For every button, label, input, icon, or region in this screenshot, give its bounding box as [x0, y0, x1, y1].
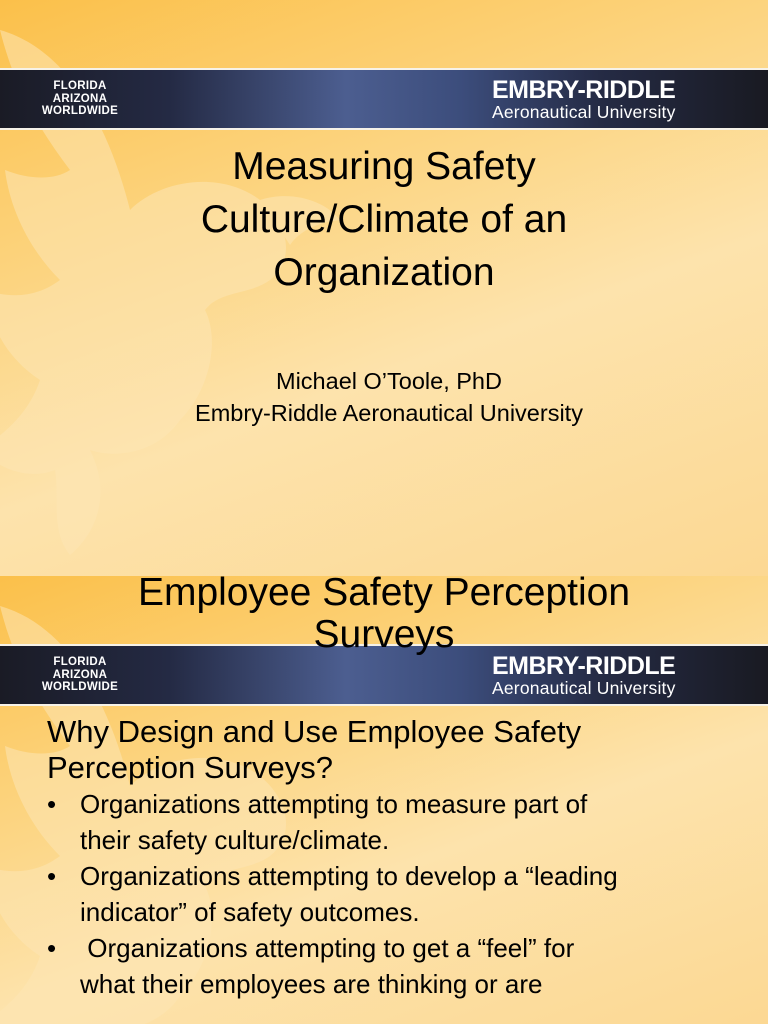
slide-title-text [0, 576, 768, 656]
logo-name: EMBRY-RIDDLE [492, 76, 676, 104]
logo-subtitle: Aeronautical University [492, 678, 676, 698]
list-item [47, 858, 747, 930]
title-line: Organization [273, 251, 495, 294]
university-logo [492, 653, 732, 698]
bullet-icon: • [47, 861, 57, 891]
title-line: Surveys [313, 613, 455, 656]
slide-body [47, 714, 747, 1002]
heading-line: Why Design and Use Employee Safety [47, 714, 582, 749]
bullet-icon: • [47, 933, 57, 963]
title-line: Measuring Safety [232, 145, 536, 188]
slide-title-text [0, 140, 768, 299]
bullet-line: what their employees are thinking or are [80, 969, 543, 999]
logo-subtitle: Aeronautical University [492, 102, 676, 122]
header-banner [0, 68, 768, 130]
campus-list [34, 656, 126, 694]
author-name: Michael O’Toole, PhD [276, 368, 502, 394]
logo-name: EMBRY-RIDDLE [492, 652, 676, 680]
campus-worldwide: WORLDWIDE [41, 105, 119, 117]
list-item [47, 786, 747, 858]
bullet-line: Organizations attempting to measure part of [80, 789, 588, 819]
bullet-icon: • [47, 789, 57, 819]
campus-worldwide: WORLDWIDE [41, 681, 119, 693]
author-block [0, 365, 768, 429]
campus-arizona: ARIZONA [52, 92, 108, 105]
campus-arizona: ARIZONA [52, 668, 108, 681]
bullet-line: their safety culture/climate. [80, 825, 390, 855]
campus-list [34, 80, 126, 118]
bullet-line: Organizations attempting to get a “feel” for [80, 933, 575, 963]
campus-florida: FLORIDA [53, 656, 107, 668]
bullet-line: indicator” of safety outcomes. [80, 897, 420, 927]
list-item [47, 930, 747, 1002]
title-line: Employee Safety Perception [137, 576, 631, 614]
university-logo [492, 77, 732, 122]
bullet-list [47, 786, 747, 1002]
author-affiliation: Embry-Riddle Aeronautical University [195, 400, 583, 426]
body-heading [47, 714, 747, 786]
heading-line: Perception Surveys? [47, 750, 334, 785]
campus-florida: FLORIDA [53, 80, 107, 92]
bullet-line: Organizations attempting to develop a “leading [80, 861, 618, 891]
slide-surveys [0, 576, 768, 1024]
title-line: Culture/Climate of an [200, 198, 568, 241]
